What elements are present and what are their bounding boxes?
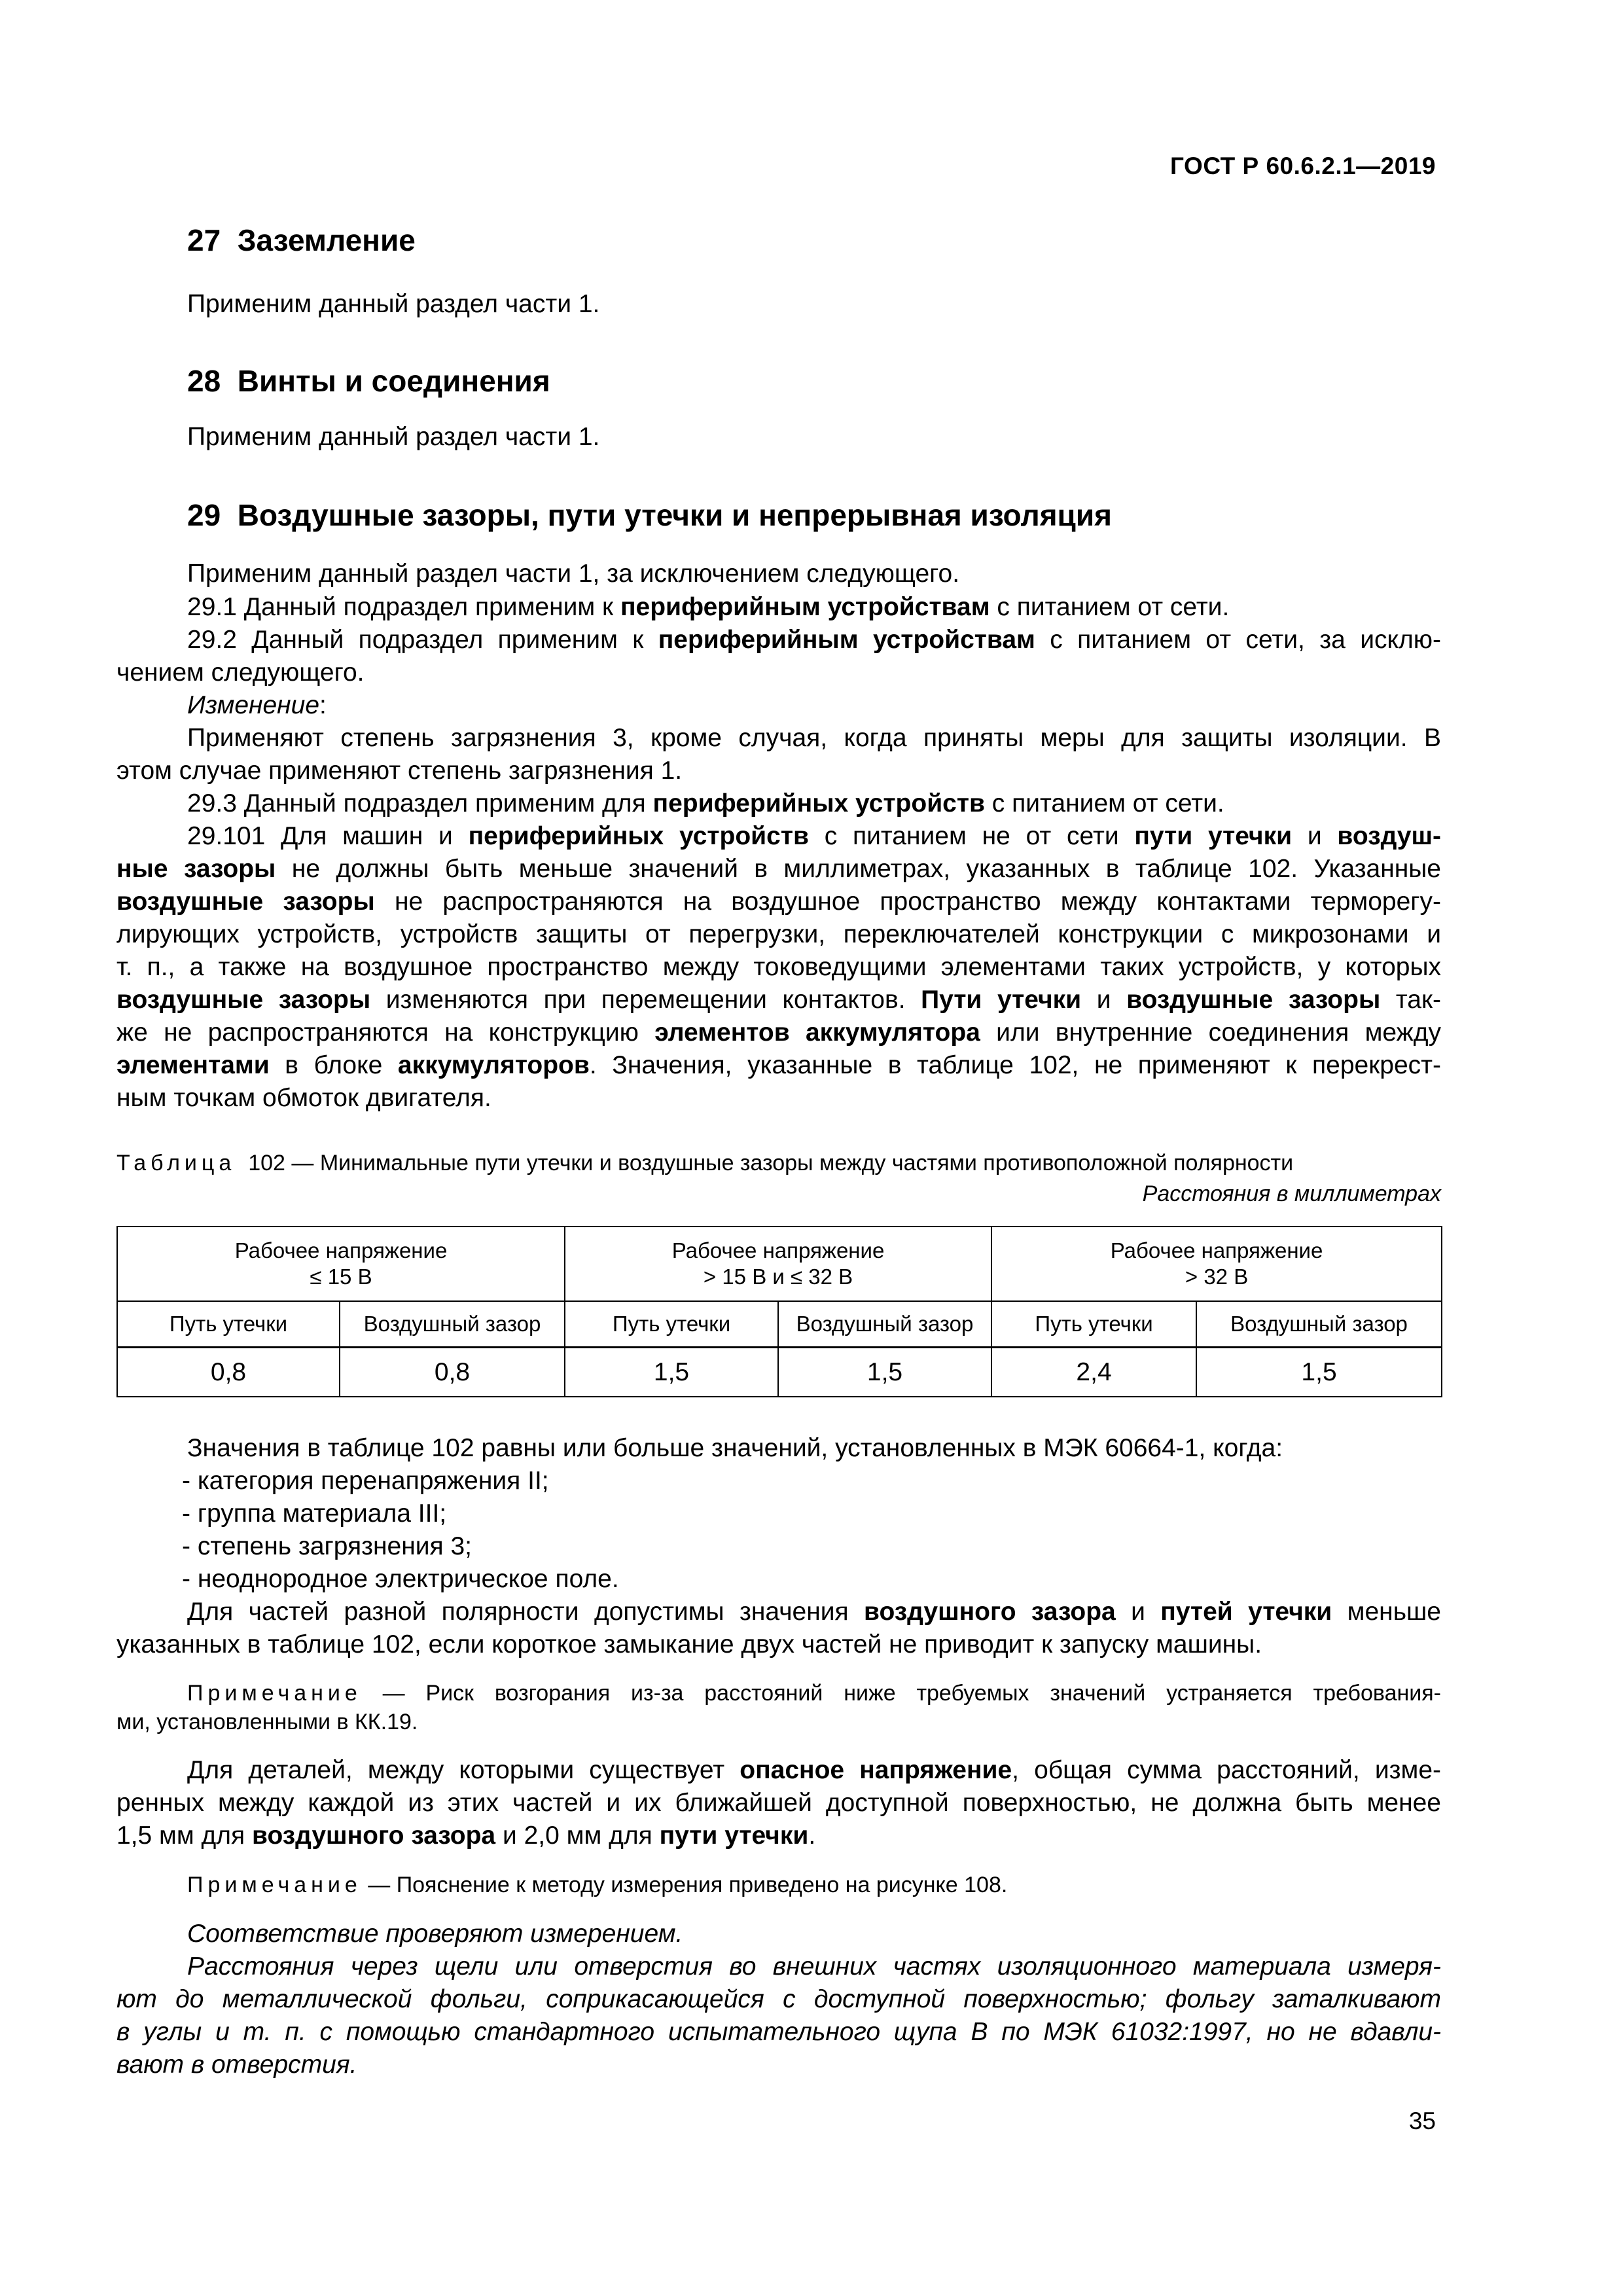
table-units: Расстояния в миллиметрах [1142,1181,1441,1206]
clause-29-1 [187,591,1229,624]
clause-29-101-line5: т. п., а также на воздушное пространство между токоведущими элементами таких устройств, у которых [116,953,1441,981]
note-1-text: — Риск возгорания из-за расстояний ниже требуемых значений устраняется требования- [361,1681,1441,1706]
clause-29-101-s4: не должны быть меньше значений в миллиметрах, указанных в таблице 102. Указанные [276,855,1442,883]
clause-29-101-b1: периферийных устройств [468,822,809,850]
table-subheader-row [117,1301,1442,1348]
polarity-term-d: путей утечки [1160,1598,1332,1626]
table-cell: 1,5 [565,1348,778,1397]
table-row [117,1348,1442,1397]
clause-29-101-line3 [116,886,1441,918]
table-subheader: Воздушный зазор [340,1301,565,1348]
list-item: - категория перенапряжения II; [182,1467,549,1495]
clause-29-101-b9: элементов аккумулятора [654,1018,980,1047]
clause-29-2-term: периферийным устройствам [658,626,1035,654]
clause-29-101-b4: ные зазоры [116,855,276,883]
clause-29-1-text-end: с питанием от сети. [990,593,1230,621]
group-3-line2: > 32 В [1185,1265,1249,1289]
polarity-paragraph-line1 [187,1596,1441,1628]
section-29-title: Воздушные зазоры, пути утечки и непрерывная изоляция [237,498,1112,532]
test-method-line1: Расстояния через щели или отверстия во внешних частях изоляционного материала измеря- [187,1952,1441,1981]
hazard-paragraph-line3 [116,1820,815,1852]
clause-29-1-text: 29.1 Данный подраздел применим к [187,593,620,621]
clause-29-101-s9: и [1081,986,1127,1014]
group-3-line1: Рабочее напряжение [1110,1238,1323,1263]
change-text-line2: этом случае применяют степень загрязнения 1. [116,757,683,785]
clause-29-2-text-mid: с питанием от сети, за исклю- [1035,626,1442,654]
clause-29-101-b3: воздуш- [1337,822,1441,850]
change-text-line1: Применяют степень загрязнения 3, кроме случая, когда приняты меры для защиты изоляции. В [187,724,1441,752]
clause-29-101-line4: лирующих устройств, устройств защиты от перегрузки, переключателей конструкции с микрозонами и [116,920,1441,948]
group-1-line2: ≤ 15 В [310,1265,372,1289]
clause-29-101-s12: или внутренние соединения между [980,1018,1441,1047]
polarity-text-a: Для частей разной полярности допустимы значения [187,1598,865,1626]
clause-29-101-s11: же не распространяются на конструкцию [116,1018,655,1047]
table-cell: 2,4 [991,1348,1196,1397]
page-number: 35 [1408,2108,1436,2134]
note-1-line1 [187,1679,1441,1708]
test-method-line3: в углы и т. п. с помощью стандартного испытательного щупа В по МЭК 61032:1997, но не вдавли- [116,2018,1441,2046]
change-label: Изменение [187,691,320,719]
clause-29-101-b7: Пути утечки [921,986,1082,1014]
clause-29-101-b10: элементами [116,1051,270,1079]
clause-29-2-text: 29.2 Данный подраздел применим к [187,626,658,654]
note-1-label: Примечание [187,1681,362,1706]
polarity-paragraph-line2: указанных в таблице 102, если короткое замыкание двух частей не приводит к запуску машины. [116,1630,1262,1659]
clause-29-1-term: периферийным устройствам [620,593,990,621]
hazard-text-i: . [808,1821,816,1850]
hazard-term-f: воздушного зазора [251,1821,496,1850]
clause-29-101-b5: воздушные зазоры [116,888,375,916]
section-28-title: Винты и соединения [237,364,550,398]
table-group-header [117,1227,565,1301]
hazard-term-b: опасное напряжение [740,1756,1012,1784]
hazard-term-h: пути утечки [659,1821,809,1850]
table-caption-text: 102 — Минимальные пути утечки и воздушные зазоры между частями противоположной полярности [248,1151,1294,1175]
clause-29-101-line7 [116,1016,1441,1049]
table-subheader: Путь утечки [991,1301,1196,1348]
table-subheader: Путь утечки [565,1301,778,1348]
clause-29-101-line8 [116,1049,1441,1082]
polarity-text-c: и [1115,1598,1161,1626]
list-item: - степень загрязнения 3; [182,1532,473,1560]
hazard-text-g: и 2,0 мм для [495,1821,660,1850]
compliance-text: Соответствие проверяют измерением. [187,1920,683,1948]
standard-number: ГОСТ Р 60.6.2.1—2019 [1170,152,1436,179]
section-28-text: Применим данный раздел части 1. [187,423,600,451]
hazard-text-a: Для деталей, между которыми существует [187,1756,740,1784]
table-cell: 1,5 [1196,1348,1442,1397]
hazard-text-e: 1,5 мм для [116,1821,252,1850]
clause-29-101-s3: и [1292,822,1338,850]
section-27-text: Применим данный раздел части 1. [187,290,600,318]
table-cell: 0,8 [117,1348,340,1397]
table-subheader: Путь утечки [117,1301,340,1348]
change-colon: : [319,691,327,719]
note-1-line2: ми, установленными в КК.19. [116,1710,418,1734]
polarity-text-e: меньше [1332,1598,1441,1626]
table-group-header [565,1227,991,1301]
clause-29-101-b2: пути утечки [1134,822,1293,850]
clause-29-101-s8: изменяются при перемещении контактов. [370,986,921,1014]
table-caption-label: Таблица [116,1151,236,1175]
clause-29-2-line2: чением следующего. [116,658,365,687]
group-2-line1: Рабочее напряжение [671,1238,885,1263]
clause-29-101-s5: не распространяются на воздушное пространство между контактами терморегу- [374,888,1441,916]
table-cell: 0,8 [340,1348,565,1397]
clause-29-101-s2: с питанием не от сети [808,822,1135,850]
section-28-heading [187,363,550,399]
group-2-line2: > 15 В и ≤ 32 В [703,1265,853,1289]
clause-29-101-s13: в блоке [269,1051,398,1079]
clause-29-3-text-end: с питанием от сети. [984,789,1224,817]
section-27-heading [187,223,416,258]
note-2-text: — Пояснение к методу измерения приведено на рисунке 108. [361,1873,1008,1897]
clause-29-3-text: 29.3 Данный подраздел применим для [187,789,653,817]
section-29-number: 29 [187,498,221,532]
test-method-line4: вают в отверстия. [116,2051,357,2079]
hazard-paragraph-line1 [187,1754,1441,1787]
note-2-label: Примечание [187,1873,362,1897]
clause-29-101-s10: так- [1380,986,1442,1014]
clause-29-3-term: периферийных устройств [652,789,985,817]
table-102 [116,1226,1442,1397]
clause-29-101-b8: воздушные зазоры [1126,986,1381,1014]
section-27-title: Заземление [237,223,416,257]
section-29-heading [187,497,1112,533]
table-header-row [117,1227,1442,1301]
clause-29-101-b6: воздушные зазоры [116,986,371,1014]
section-27-number: 27 [187,223,221,257]
table-subheader: Воздушный зазор [1196,1301,1442,1348]
change-label-line [187,689,327,722]
polarity-term-b: воздушного зазора [864,1598,1116,1626]
list-item: - неоднородное электрическое поле. [182,1565,619,1593]
table-cell: 1,5 [778,1348,991,1397]
after-table-intro: Значения в таблице 102 равны или больше значений, установленных в МЭК 60664-1, когда: [187,1434,1283,1462]
table-subheader: Воздушный зазор [778,1301,991,1348]
clause-29-2-line1 [187,624,1441,656]
clause-29-101-s1: 29.101 Для машин и [187,822,469,850]
clause-29-101-s14: . Значения, указанные в таблице 102, не применяют к перекрест- [589,1051,1441,1079]
clause-29-101-line6 [116,984,1441,1016]
clause-29-101-line2 [116,853,1441,886]
clause-29-101-line9: ным точкам обмоток двигателя. [116,1084,491,1112]
hazard-text-c: , общая сумма расстояний, изме- [1012,1756,1442,1784]
table-caption [116,1147,1293,1179]
note-2 [187,1871,1007,1899]
hazard-paragraph-line2: ренных между каждой из этих частей и их ближайшей доступной поверхностью, не должна быть менее [116,1789,1441,1817]
clause-29-3 [187,787,1224,820]
test-method-line2: ют до металлической фольги, соприкасающейся с доступной поверхностью; фольгу заталкивают [116,1985,1441,2013]
clause-29-101-line1 [187,820,1441,853]
clause-29-101-b11: аккумуляторов [397,1051,590,1079]
table-group-header [991,1227,1442,1301]
list-item: - группа материала III; [182,1499,447,1528]
section-29-intro: Применим данный раздел части 1, за исключением следующего. [187,560,960,588]
section-28-number: 28 [187,364,221,398]
group-1-line1: Рабочее напряжение [234,1238,448,1263]
